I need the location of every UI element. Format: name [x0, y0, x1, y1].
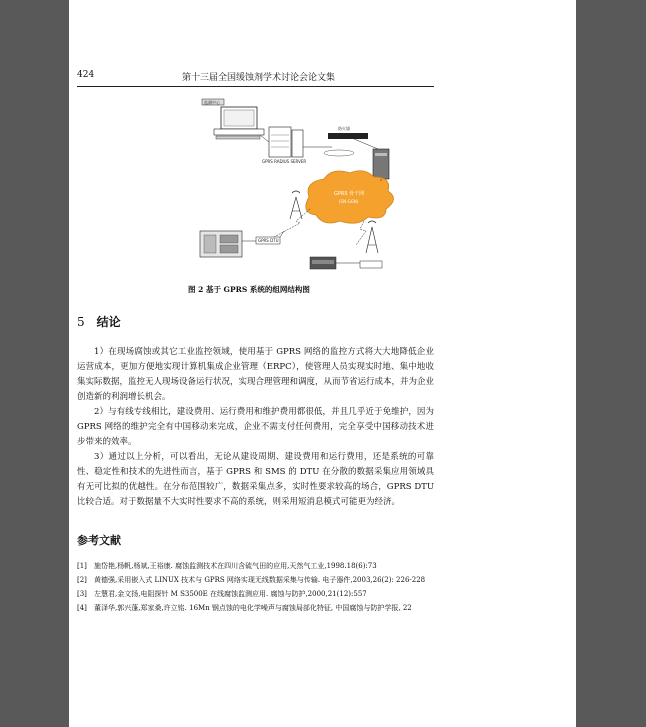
computer-icon — [214, 107, 264, 139]
section-number: 5 — [77, 315, 85, 329]
field-equipment-icon — [200, 231, 242, 257]
header-rule — [77, 86, 434, 87]
cloud-label-2: (SN-GGN) — [339, 199, 359, 204]
radius-server-icon — [269, 127, 303, 157]
section-title: 结论 — [96, 315, 121, 329]
page-number: 424 — [77, 70, 95, 80]
paragraph-2: 2）与有线专线相比，建设费用、运行费用和维护费用都很低，并且几乎近于免维护，因为 GPRS 网络的维护完全有中国移动来完成，企业不需支付任何费用，完全享受中国移动技术进步带来的效率。 — [77, 407, 434, 447]
reference-item: [3] 左慧君,金文扬,电阻探针 M S3500E 在线腐蚀监测应用. 腐蚀与防护,2000,21(12):557 — [77, 590, 367, 598]
paragraph-1: 1）在现场腐蚀或其它工业监控领域，使用基于 GPRS 网络的监控方式将大大地降低企业运营成本，更加方便地实现计算机集成企业管理（ERPC），使管理人员实现实时地、集中地收集实际数据，监控无人现场设备运行状况，实现合理管理和调度，从而节省运行成本，并为企业创造新的利润增长机会。 — [77, 347, 435, 402]
running-header — [77, 70, 432, 86]
dtu-left-label: GPRS DTU — [258, 238, 279, 243]
rtu-device-icon — [310, 257, 336, 269]
header-title: 第十三届全国缓蚀剂学术讨论会论文集 — [182, 73, 336, 83]
references-heading: 参考文献 — [77, 534, 121, 547]
dtu-bottom-icon — [360, 261, 382, 268]
paragraph-3: 3）通过以上分析，可以看出，无论从建设周期、建设费用和运行费用，还是系统的可靠性、稳定性和技术的先进性而言，基于 GPRS 和 SMS 的 DTU 在分散的数据采集应用领域具有无可比拟的优越性。在分布范围较广，数据采集点多，实时性要求较高的场合，GPRS DTU 比较合适。对于数据量不大实时性要求不高的系统，则采用短消息模式可能更为经济。 — [77, 452, 434, 507]
network-diagram — [124, 97, 400, 281]
reference-item: [1] 施岱艳,杨帆,杨斌,王裕康. 腐蚀监测技术在四川含硫气田的应用,天然气工业,1998.18(6):73 — [77, 562, 377, 570]
server-label: GPRS RADIUS SERVER — [262, 159, 307, 164]
reference-item: [4] 董泽华,郭兴蓬,郑家桑,许立铭. 16Mn 钢点蚀的电化学噪声与腐蚀局部化特征, 中国腐蚀与防护学报, 22 — [77, 604, 412, 612]
left-tower-icon — [290, 191, 302, 219]
figure-caption: 图 2 基于 GPRS 系统的组网结构图 — [188, 285, 310, 294]
firewall-icon — [328, 133, 368, 139]
reference-item: [2] 黄德强,采用嵌入式 LINUX 技术与 GPRS 网络实现无线数据采集与传输. 电子器件,2003,26(2): 226-228 — [77, 576, 426, 584]
router-icon — [324, 150, 354, 156]
monitor-center-label: 监测中心 — [204, 100, 220, 105]
bottom-tower-icon — [366, 221, 378, 253]
firewall-label: 防火墙 — [338, 126, 350, 131]
section-heading — [77, 313, 121, 330]
gprs-cloud-icon — [306, 171, 394, 224]
cloud-label-1: GPRS 骨干网 — [334, 191, 365, 197]
